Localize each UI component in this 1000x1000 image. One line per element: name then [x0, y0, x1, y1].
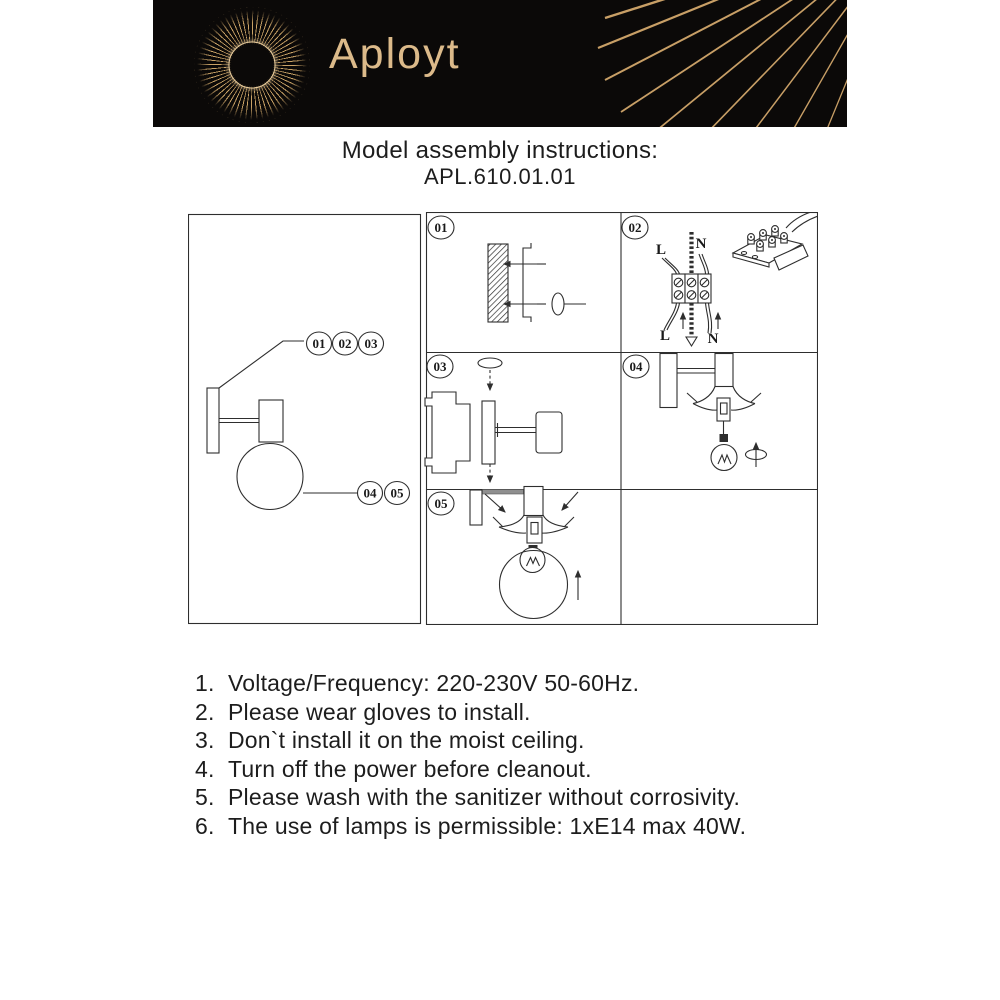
instruction-number: 3.: [195, 727, 215, 754]
callout-top-group: [307, 332, 384, 355]
wall-hatch: [488, 244, 508, 322]
instruction-text: Voltage/Frequency: 220-230V 50-60Hz.: [228, 670, 640, 696]
step-02-label: 02: [628, 220, 642, 235]
step-04-cell: [623, 354, 767, 471]
title-block: [0, 137, 1000, 190]
instruction-number: 5.: [195, 784, 215, 811]
callout-bottom-group: [358, 482, 410, 505]
callout-03: 03: [364, 336, 378, 351]
brand-banner: [153, 0, 847, 127]
step-01-label: 01: [434, 220, 448, 235]
screw-top-view: [478, 358, 502, 368]
step-04-label: 04: [629, 359, 643, 374]
terminal-block: [672, 274, 711, 303]
mounting-bracket: [425, 392, 470, 473]
overview-panel: [189, 215, 421, 624]
screw-side-view: [552, 293, 564, 315]
assembly-diagram: [188, 212, 818, 625]
instruction-text: Please wash with the sanitizer without corrosivity.: [228, 784, 741, 811]
step-02-cell: [622, 212, 818, 347]
step-01-cell: [428, 216, 586, 322]
bulb-base: [720, 434, 729, 442]
instruction-item: [195, 698, 835, 727]
step-03-cell: [425, 355, 562, 482]
instruction-list: [195, 669, 835, 841]
brand-wordmark: Aployt: [329, 30, 461, 78]
instruction-number: 1.: [195, 670, 215, 696]
instruction-text: Don`t install it on the moist ceiling.: [228, 727, 585, 754]
step-03-label: 03: [433, 359, 447, 374]
wire-label-N-top: N: [695, 236, 707, 252]
sunburst-logo-icon: [194, 7, 310, 123]
wire-label-L-bottom: L: [659, 328, 671, 344]
instruction-number: 4.: [195, 755, 215, 782]
instruction-item: [195, 783, 835, 812]
wire-label-N-bottom: N: [707, 331, 719, 347]
instruction-item: [195, 812, 835, 841]
step-05-cell: [428, 487, 578, 619]
instruction-text: The use of lamps is permissible: 1xE14 max 40W.: [228, 812, 747, 839]
instruction-number: 6.: [195, 812, 215, 839]
ground-arrow: [686, 337, 697, 346]
instruction-text: Turn off the power before cleanout.: [228, 755, 592, 782]
callout-04: 04: [363, 485, 377, 501]
step-05-label: 05: [434, 496, 448, 511]
terminal-block-3d: [733, 212, 818, 270]
callout-02: 02: [338, 336, 352, 351]
callout-05: 05: [390, 485, 404, 501]
callout-01: 01: [312, 336, 326, 351]
bulb: [711, 445, 737, 471]
page-title: Model assembly instructions:: [341, 137, 659, 164]
model-number: APL.610.01.01: [423, 164, 577, 189]
instruction-item: [195, 755, 835, 784]
instruction-number: 2.: [195, 698, 215, 725]
instruction-text: Please wear gloves to install.: [228, 698, 531, 725]
instruction-item: [195, 726, 835, 755]
wire-label-L-top: L: [655, 242, 667, 258]
instruction-item: [195, 669, 835, 698]
